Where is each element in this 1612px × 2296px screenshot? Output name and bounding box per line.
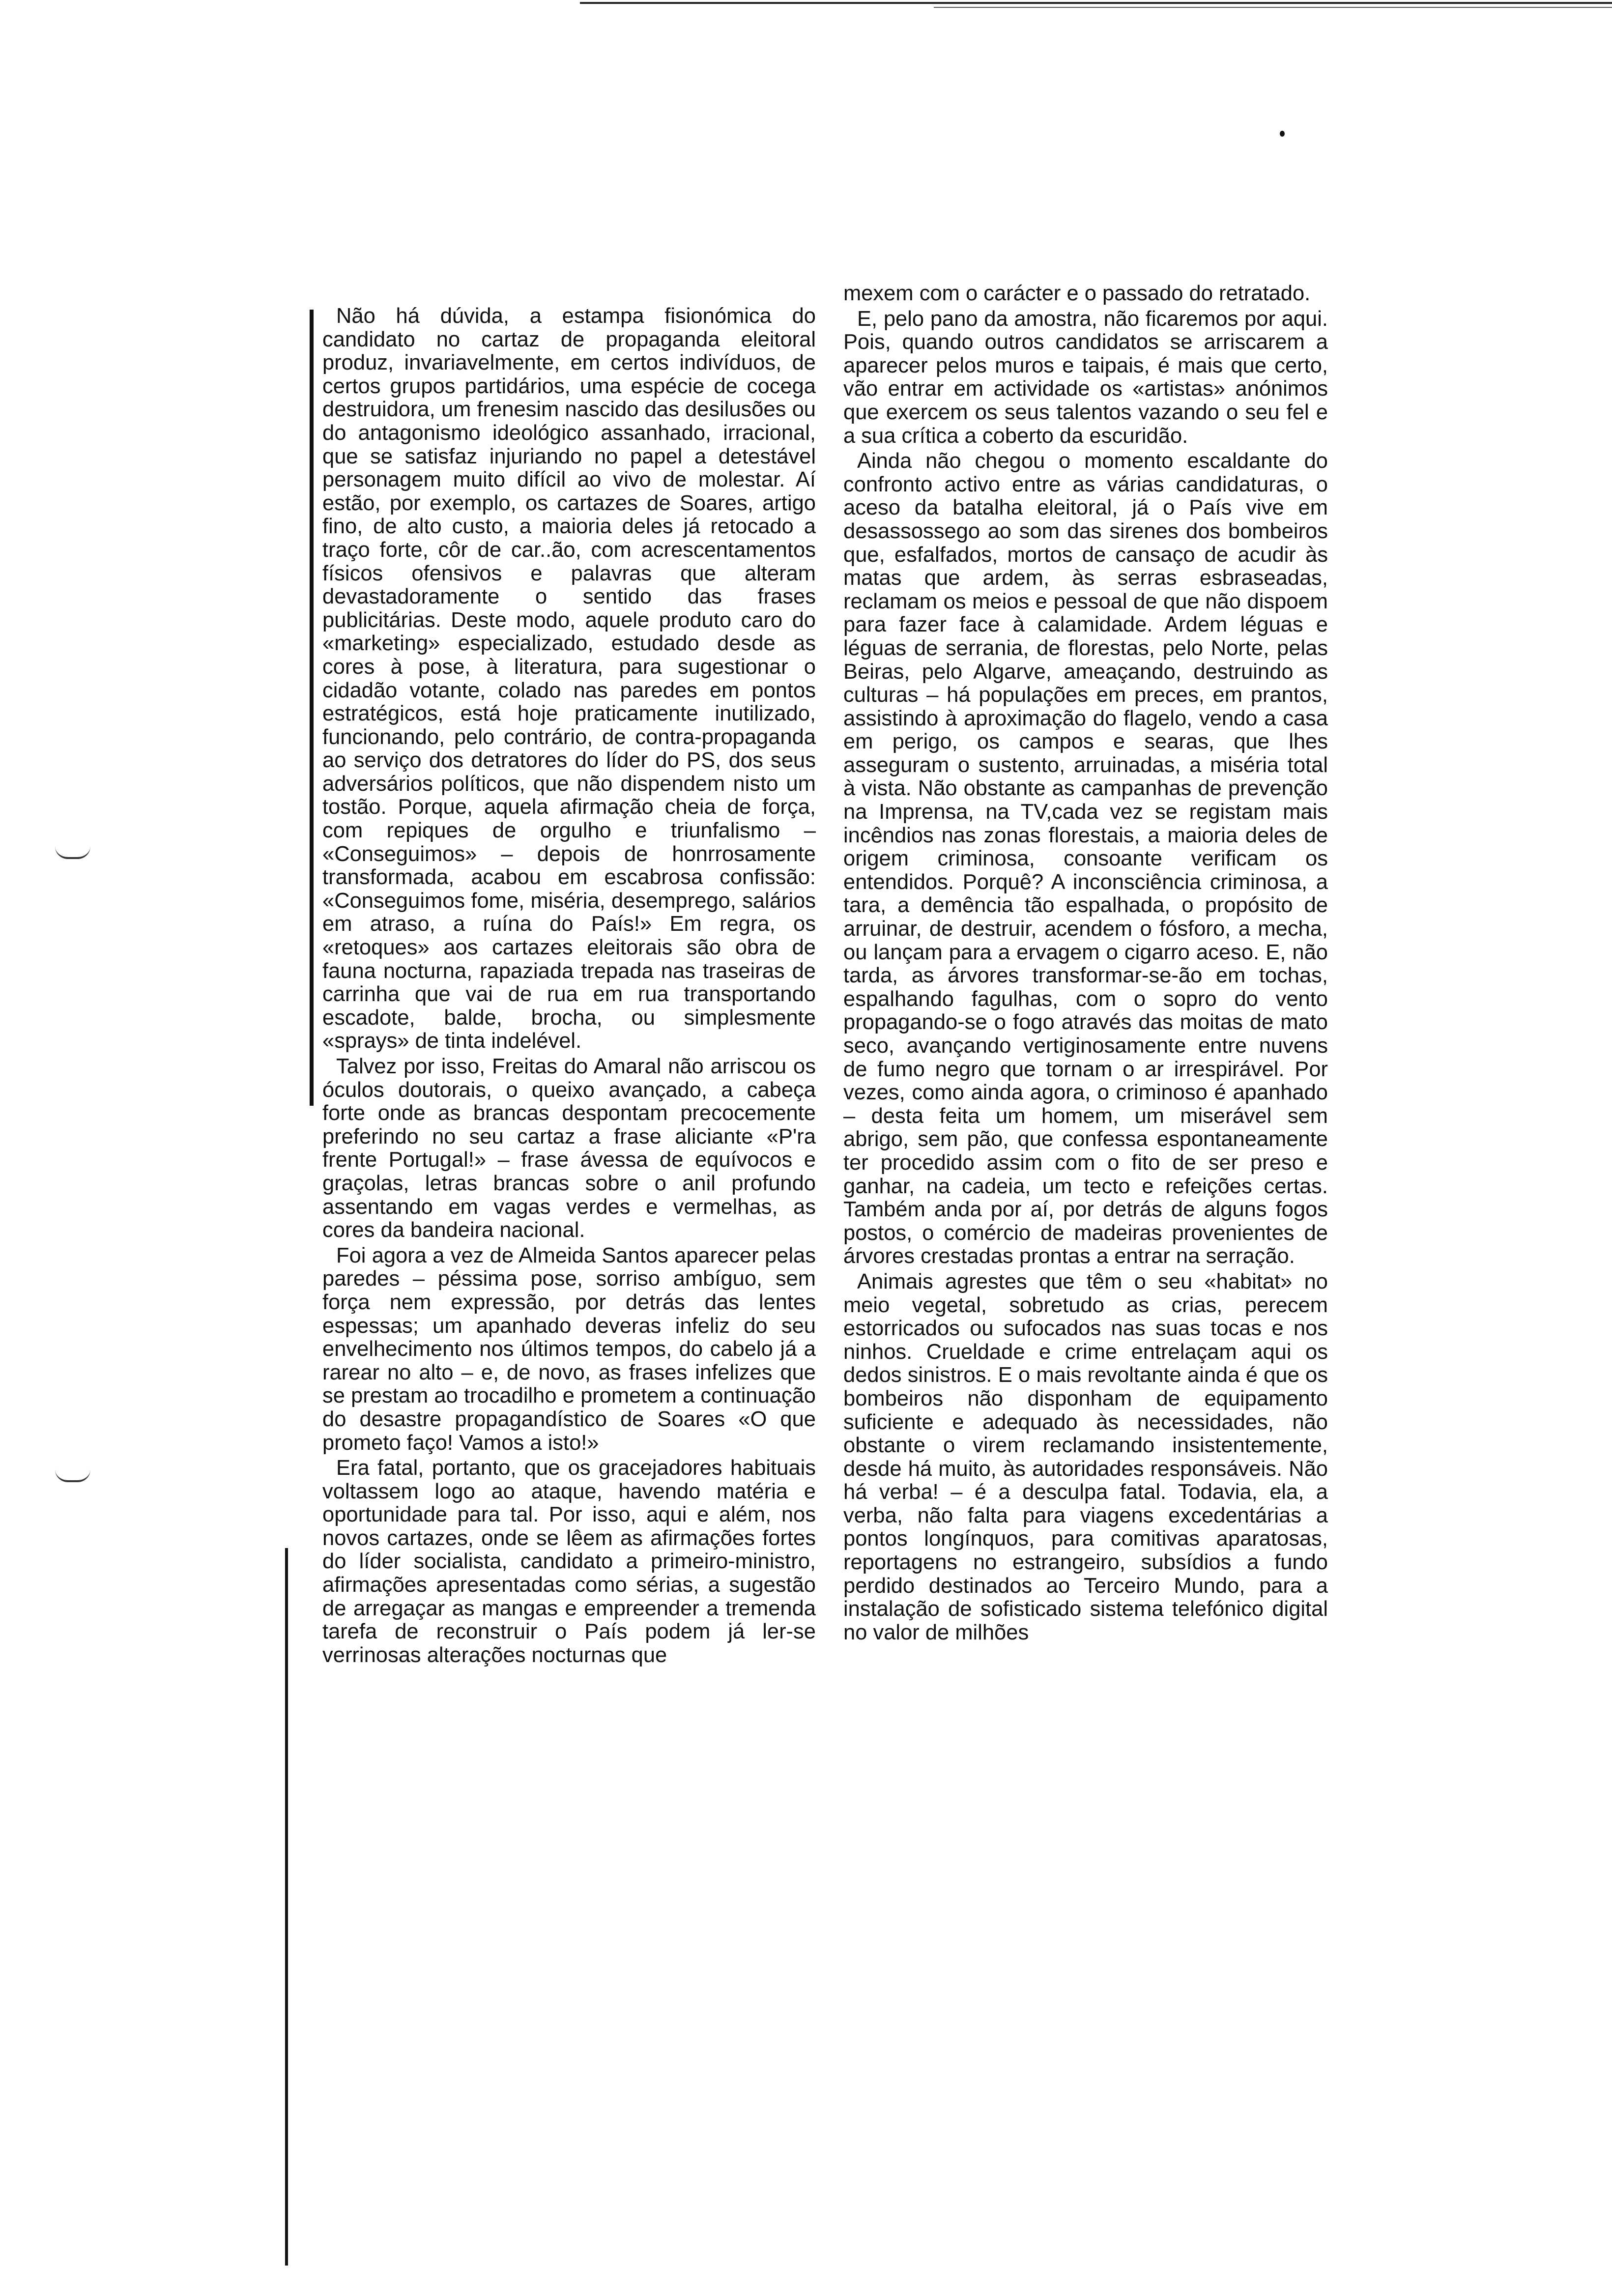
top-rule [580,2,1612,4]
left-column [322,305,816,1667]
top-rule-secondary [934,7,1612,8]
paragraph: mexem com o carácter e o passado do retratado. [843,282,1311,305]
punch-hole-mark [55,846,90,859]
paragraph: Animais agrestes que têm o seu «habitat» no meio vegetal, sobretudo as crias, perecem estorricados ou sufocados nas suas tocas e nos ninhos. Crueldade e crime entrelaçam aqui os dedos sinistros. E o mais revoltante ainda é que os bombeiros não disponham de equipamento suficiente e adequado às necessidades, não obstante o virem reclamando insistentemente, desde há muito, às autoridades responsáveis. Não há verba! – é a desculpa fatal. Todavia, ela, a verba, não falta para viagens excedentárias a pontos longínquos, para comitivas aparatosas, reportagens no estrangeiro, subsídios a fundo perdido destinados ao Terceiro Mundo, para a instalação de sofisticado sistema telefónico digital no valor de milhões [843,1269,1328,1644]
paragraph: Talvez por isso, Freitas do Amaral não arriscou os óculos doutorais, o queixo avançado, a cabeça forte onde as brancas despontam precocemente preferindo no seu cartaz a frase aliciante «P'ra frente Portugal!» – frase ávessa de equívocos e graçolas, letras brancas sobre o anil profundo assentando em vagas verdes e vermelhas, as cores da bandeira nacional. [322,1055,816,1242]
paragraph: Era fatal, portanto, que os gracejadores habituais voltassem logo ao ataque, havendo matéria e oportunidade para tal. Por isso, aqui e além, nos novos cartazes, onde se lêem as afirmações fortes do líder socialista, candidato a primeiro-ministro, afirmações apresentadas como sérias, a sugestão de arregaçar as mangas e empreender a tremenda tarefa de reconstruir o País podem já ler-se verrinosas alterações nocturnas que [322,1456,816,1667]
paragraph: Foi agora a vez de Almeida Santos aparecer pelas paredes – péssima pose, sorriso ambíguo, sem força nem expressão, por detrás das lentes espessas; um apanhado deveras infeliz do seu envelhecimento nos últimos tempos, do cabelo já a rarear no alto – e, de novo, as frases infelizes que se prestam ao trocadilho e prometem a continuação do desastre propagandístico de Soares «O que prometo faço! Vamos a isto!» [322,1243,816,1455]
punch-hole-mark [55,1469,90,1482]
paragraph: E, pelo pano da amostra, não ficaremos por aqui. Pois, quando outros candidatos se arriscarem a aparecer pelos muros e taipais, é mais que certo, vão entrar em actividade os «artistas» anónimos que exercem os seus talentos vazando o seu fel e a sua crítica a coberto da escuridão. [843,307,1328,448]
right-column [843,282,1328,1644]
column-margin-bar [310,310,314,1106]
ink-speck [1280,131,1285,137]
paragraph: Ainda não chegou o momento escaldante do confronto activo entre as várias candidaturas, o aceso da batalha eleitoral, já o País vive em desassossego ao som das sirenes dos bombeiros que, esfalfados, mortos de cansaço de acudir às matas que ardem, às serras esbraseadas, reclamam os meios e pessoal de que não dispoem para fazer face à calamidade. Ardem léguas e léguas de serrania, de florestas, pelo Norte, pelas Beiras, pelo Algarve, ameaçando, destruindo as culturas – há populações em preces, em prantos, assistindo à aproximação do flagelo, vendo a casa em perigo, os campos e searas, que lhes asseguram o sustento, arruinadas, a miséria total à vista. Não obstante as campanhas de prevenção na Imprensa, na TV,cada vez se registam mais incêndios nas zonas florestais, a maioria deles de origem criminosa, consoante verificam os entendidos. Porquê? A inconsciência criminosa, a tara, a demência tão espalhada, o propósito de arruinar, de destruir, acendem o fósforo, a mecha, ou lançam para a ervagem o cigarro aceso. E, não tarda, as árvores transformar-se-ão em tochas, espalhando fagulhas, com o sopro do vento propagando-se o fogo através das moitas de mato seco, avançando vertiginosamente entre nuvens de fumo negro que tornam o ar irrespirável. Por vezes, como ainda agora, o criminoso é apanhado – desta feita um homem, um miserável sem abrigo, sem pão, que confessa espontaneamente ter procedido assim com o fito de ser preso e ganhar, na cadeia, um tecto e refeições certas. Também anda por aí, por detrás de alguns fogos postos, o comércio de madeiras provenientes de árvores crestadas prontas a entrar na serração. [843,449,1328,1268]
paragraph: Não há dúvida, a estampa fisionómica do candidato no cartaz de propaganda eleitoral produz, invariavelmente, em certos indivíduos, de certos grupos partidários, uma espécie de cocega destruidora, um frenesim nascido das desilusões ou do antagonismo ideológico assanhado, irracional, que se satisfaz injuriando no papel a detestável personagem muito difícil ao vivo de molestar. Aí estão, por exemplo, os cartazes de Soares, artigo fino, de alto custo, a maioria deles já retocado a traço forte, côr de car..ão, com acrescentamentos físicos ofensivos e palavras que alteram devastadoramente o sentido das frases publicitárias. Deste modo, aquele produto caro do «marketing» especializado, estudado desde as cores à pose, à literatura, para sugestionar o cidadão votante, colado nas paredes em pontos estratégicos, está hoje praticamente inutilizado, funcionando, pelo contrário, de contra-propaganda ao serviço dos detratores do líder do PS, dos seus adversários políticos, que não dispendem nisto um tostão. Porque, aquela afirmação cheia de força, com repiques de orgulho e triunfalismo – «Conseguimos» – depois de honrrosamente transformada, acabou em escabrosa confissão: «Conseguimos fome, miséria, desemprego, salários em atraso, a ruína do País!» Em regra, os «retoques» aos cartazes eleitorais são obra de fauna nocturna, rapaziada trepada nas traseiras de carrinha que vai de rua em rua transportando escadote, balde, brocha, ou simplesmente «sprays» de tinta indelével. [322,304,816,1053]
column-margin-bar [285,1548,288,2266]
